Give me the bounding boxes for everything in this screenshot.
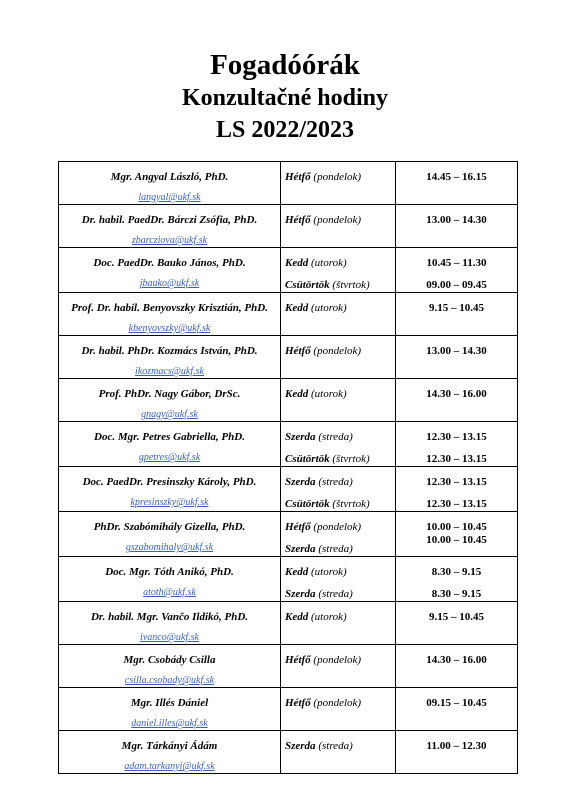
time-cell [396, 557, 518, 602]
day-cell [281, 205, 396, 248]
teacher-cell [59, 688, 281, 731]
time-cell [396, 336, 518, 379]
teacher-cell [59, 467, 281, 512]
day-entry [281, 740, 395, 753]
teacher-name: Doc. PaedDr. Presinszky Károly, PhD. [82, 476, 257, 488]
day-entry [281, 171, 395, 184]
day-slovak: (streda) [318, 431, 353, 443]
teacher-cell [59, 731, 281, 774]
day-slovak: (utorok) [310, 388, 347, 400]
time-range: 10.45 – 11.30 [426, 257, 487, 269]
header [0, 48, 570, 146]
day-slovak: (pondelok) [313, 654, 362, 666]
day-cell [281, 162, 396, 205]
day-hungarian: Szerda [285, 476, 316, 488]
teacher-cell [59, 379, 281, 422]
day-slovak: (streda) [318, 588, 353, 600]
teacher-cell [59, 422, 281, 467]
teacher-cell [59, 336, 281, 379]
time-cell [396, 688, 518, 731]
day-entry [281, 388, 395, 401]
email-link[interactable]: ikozmacs@ukf.sk [135, 366, 204, 377]
day-hungarian: Kedd [285, 302, 309, 314]
time-range: 9.15 – 10.45 [429, 611, 484, 623]
teacher-name: Mgr. Tárkányi Ádám [121, 740, 218, 752]
day-hungarian: Kedd [285, 388, 309, 400]
teacher-name: Mgr. Csobády Csilla [123, 654, 216, 666]
day-hungarian: Szerda [285, 543, 316, 555]
time-range: 10.00 – 10.45 [426, 534, 487, 546]
teacher-cell [59, 248, 281, 293]
day-cell [281, 645, 396, 688]
day-slovak: (pondelok) [313, 171, 362, 183]
email-link[interactable]: ivanco@ukf.sk [140, 632, 199, 643]
teacher-name: Doc. Mgr. Tóth Anikó, PhD. [105, 566, 234, 578]
day-cell [281, 422, 396, 467]
email-link[interactable]: jbauko@ukf.sk [139, 278, 200, 289]
day-slovak: (pondelok) [313, 214, 362, 226]
table-row [59, 336, 518, 379]
day-hungarian: Csütörtök [285, 453, 330, 465]
day-slovak: (streda) [318, 476, 353, 488]
teacher-cell [59, 557, 281, 602]
day-cell [281, 293, 396, 336]
day-hungarian: Hétfő [285, 171, 311, 183]
day-hungarian: Hétfő [285, 521, 311, 533]
day-entry [281, 476, 395, 489]
time-range: 14.30 – 16.00 [426, 654, 487, 666]
teacher-name: Dr. habil. Mgr. Vančo Ildikó, PhD. [90, 611, 249, 623]
time-range: 14.30 – 16.00 [426, 388, 487, 400]
time-range: 09.15 – 10.45 [426, 697, 487, 709]
day-entry [281, 521, 395, 534]
time-range: 12.30 – 13.15 [426, 431, 487, 443]
time-range: 9.15 – 10.45 [429, 302, 484, 314]
teacher-name: PhDr. Szabómihály Gizella, PhD. [93, 521, 246, 533]
day-hungarian: Hétfő [285, 697, 311, 709]
teacher-cell [59, 205, 281, 248]
day-entry [281, 697, 395, 710]
day-hungarian: Hétfő [285, 345, 311, 357]
teacher-cell [59, 645, 281, 688]
page-subtitle: Konzultačné hodiny [181, 85, 389, 111]
email-link[interactable]: kpresinszky@ukf.sk [130, 497, 209, 508]
time-cell [396, 379, 518, 422]
teacher-cell [59, 293, 281, 336]
time-range: 13.00 – 14.30 [426, 345, 487, 357]
teacher-name: Mgr. Angyal László, PhD. [110, 171, 229, 183]
time-cell [396, 162, 518, 205]
page-title: Fogadóórák [210, 49, 360, 81]
email-link[interactable]: daniel.illes@ukf.sk [131, 718, 208, 729]
day-entry [281, 279, 395, 292]
table-row [59, 205, 518, 248]
time-cell [396, 205, 518, 248]
day-entry [281, 654, 395, 667]
day-entry [281, 543, 395, 556]
day-hungarian: Szerda [285, 740, 316, 752]
time-cell [396, 467, 518, 512]
day-entry [281, 302, 395, 315]
time-range: 8.30 – 9.15 [431, 566, 482, 578]
day-hungarian: Kedd [285, 257, 309, 269]
table-row [59, 293, 518, 336]
teacher-name: Doc. PaedDr. Bauko János, PhD. [93, 257, 246, 269]
day-hungarian: Csütörtök [285, 279, 330, 291]
teacher-name: Doc. Mgr. Petres Gabriella, PhD. [94, 431, 245, 443]
day-entry [281, 566, 395, 579]
time-cell [396, 293, 518, 336]
day-slovak: (streda) [318, 543, 353, 555]
table-row [59, 688, 518, 731]
day-slovak: (štvrtok) [332, 279, 370, 291]
time-range: 11.00 – 12.30 [426, 740, 487, 752]
day-slovak: (utorok) [310, 566, 347, 578]
day-slovak: (utorok) [310, 611, 347, 623]
day-entry [281, 498, 395, 511]
day-hungarian: Kedd [285, 611, 309, 623]
table-row [59, 602, 518, 645]
day-cell [281, 512, 396, 557]
day-slovak: (štvrtok) [332, 498, 370, 510]
day-slovak: (utorok) [310, 257, 347, 269]
day-hungarian: Hétfő [285, 654, 311, 666]
day-slovak: (pondelok) [313, 521, 362, 533]
email-link[interactable]: gpetres@ukf.sk [138, 452, 201, 463]
day-hungarian: Szerda [285, 588, 316, 600]
time-cell [396, 248, 518, 293]
day-cell [281, 379, 396, 422]
day-slovak: (štvrtok) [332, 453, 370, 465]
day-entry [281, 214, 395, 227]
teacher-name: Prof. Dr. habil. Benyovszky Krisztián, PhD. [71, 302, 268, 314]
semester-label: LS 2022/2023 [215, 117, 355, 143]
time-cell [396, 422, 518, 467]
day-entry [281, 453, 395, 466]
day-cell [281, 336, 396, 379]
time-range: 8.30 – 9.15 [431, 588, 482, 600]
day-entry [281, 345, 395, 358]
day-entry [281, 257, 395, 270]
time-cell [396, 512, 518, 557]
teacher-name: Dr. habil. PaedDr. Bárczi Zsófia, PhD. [81, 214, 258, 226]
table-row [59, 422, 518, 467]
time-range: 12.30 – 13.15 [426, 453, 487, 465]
day-slovak: (pondelok) [313, 697, 362, 709]
teacher-cell [59, 162, 281, 205]
email-link[interactable]: langyal@ukf.sk [138, 192, 201, 203]
time-range: 12.30 – 13.15 [426, 476, 487, 488]
office-hours-table [58, 161, 518, 774]
day-cell [281, 248, 396, 293]
email-link[interactable]: csilla.csobady@ukf.sk [124, 675, 215, 686]
time-range: 14.45 – 16.15 [426, 171, 487, 183]
day-hungarian: Hétfő [285, 214, 311, 226]
table-row [59, 731, 518, 774]
day-slovak: (streda) [318, 740, 353, 752]
day-entry [281, 431, 395, 444]
teacher-name: Mgr. Illés Dániel [130, 697, 209, 709]
email-link[interactable]: adam.tarkanyi@ukf.sk [124, 761, 215, 772]
table-row [59, 645, 518, 688]
time-range: 10.00 – 10.45 [426, 521, 487, 533]
day-entry [281, 588, 395, 601]
teacher-name: Prof. PhDr. Nagy Gábor, DrSc. [98, 388, 241, 400]
teacher-name: Dr. habil. PhDr. Kozmács István, PhD. [81, 345, 258, 357]
table-row [59, 557, 518, 602]
table-row [59, 162, 518, 205]
email-link[interactable]: atoth@ukf.sk [143, 587, 196, 598]
time-cell [396, 731, 518, 774]
day-cell [281, 688, 396, 731]
day-hungarian: Kedd [285, 566, 309, 578]
day-cell [281, 557, 396, 602]
table-row [59, 512, 518, 557]
email-link[interactable]: gszabomihaly@ukf.sk [125, 542, 214, 553]
day-cell [281, 731, 396, 774]
email-link[interactable]: gnagy@ukf.sk [141, 409, 198, 420]
table-row [59, 248, 518, 293]
time-range: 13.00 – 14.30 [426, 214, 487, 226]
time-range: 12.30 – 13.15 [426, 498, 487, 510]
time-cell [396, 645, 518, 688]
day-slovak: (pondelok) [313, 345, 362, 357]
email-link[interactable]: kbenyovszky@ukf.sk [128, 323, 211, 334]
day-entry [281, 611, 395, 624]
day-cell [281, 602, 396, 645]
day-slovak: (utorok) [310, 302, 347, 314]
day-hungarian: Csütörtök [285, 498, 330, 510]
table-row [59, 467, 518, 512]
email-link[interactable]: zbarcziova@ukf.sk [131, 235, 208, 246]
day-hungarian: Szerda [285, 431, 316, 443]
time-range: 09.00 – 09.45 [426, 279, 487, 291]
teacher-cell [59, 602, 281, 645]
table-row [59, 379, 518, 422]
teacher-cell [59, 512, 281, 557]
day-cell [281, 467, 396, 512]
time-cell [396, 602, 518, 645]
